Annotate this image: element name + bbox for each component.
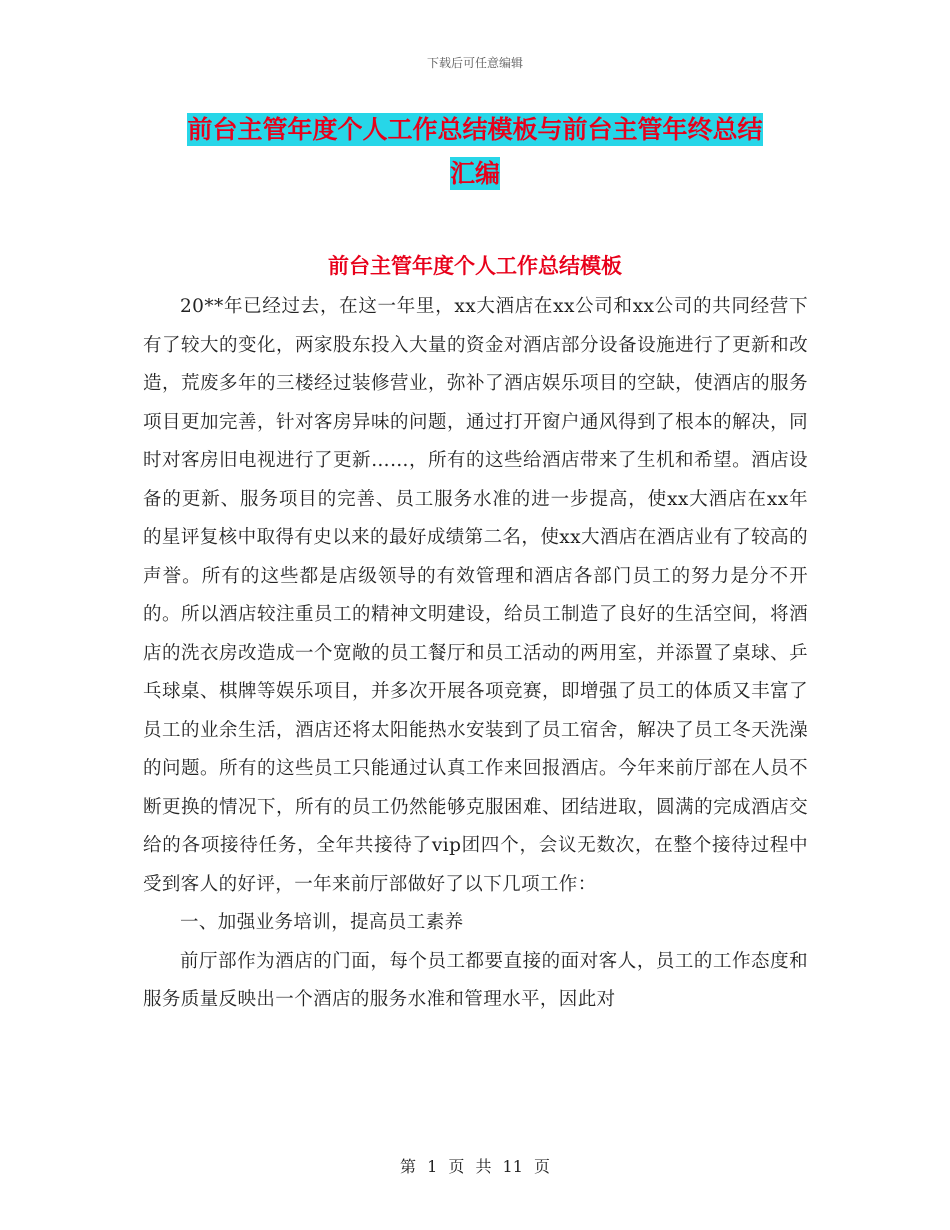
page-footer: 第 1 页 共 11 页: [400, 1157, 550, 1176]
paragraph-heading: 一、加强业务培训，提高员工素养: [180, 912, 464, 933]
document-body: [143, 288, 808, 1020]
paragraph: 20**年已经过去，在这一年里，xx大酒店在xx公司和xx公司的共同经营下有了较大的变化，两家股东投入大量的资金对酒店部分设备设施进行了更新和改造，荒废多年的三楼经过装修营业，弥补了酒店娱乐项目的空缺，使酒店的服务项目更加完善，针对客房异味的问题，通过打开窗户通风得到了根本的解决，同时对客房旧电视进行了更新……，所有的这些给酒店带来了生机和希望。酒店设备的更新、服务项目的完善、员工服务水准的进一步提高，使xx大酒店在xx年的星评复核中取得有史以来的最好成绩第二名，使xx大酒店在酒店业有了较高的声誉。所有的这些都是店级领导的有效管理和酒店各部门员工的努力是分不开的。所以酒店较注重员工的精神文明建设，给员工制造了良好的生活空间，将酒店的洗衣房改造成一个宽敞的员工餐厅和员工活动的两用室，并添置了桌球、乒乓球桌、棋牌等娱乐项目，并多次开展各项竞赛，即增强了员工的体质又丰富了员工的业余生活，酒店还将太阳能热水安装到了员工宿舍，解决了员工冬天洗澡的问题。所有的这些员工只能通过认真工作来回报酒店。今年来前厅部在人员不断更换的情况下，所有的员工仍然能够克服困难、团结进取，圆满的完成酒店交给的各项接待任务，全年共接待了vip团四个，会议无数次，在整个接待过程中受到客人的好评，一年来前厅部做好了以下几项工作：: [143, 296, 808, 895]
header-note: 下载后可任意编辑: [426, 56, 523, 70]
document-title: [140, 108, 810, 196]
section-title: 前台主管年度个人工作总结模板: [328, 254, 622, 278]
paragraph: 前厅部作为酒店的门面，每个员工都要直接的面对客人，员工的工作态度和服务质量反映出一个酒店的服务水准和管理水平，因此对: [143, 950, 808, 1010]
document-title-line-1: 前台主管年度个人工作总结模板与前台主管年终总结: [187, 115, 763, 144]
document-title-line-2: 汇编: [449, 159, 500, 188]
